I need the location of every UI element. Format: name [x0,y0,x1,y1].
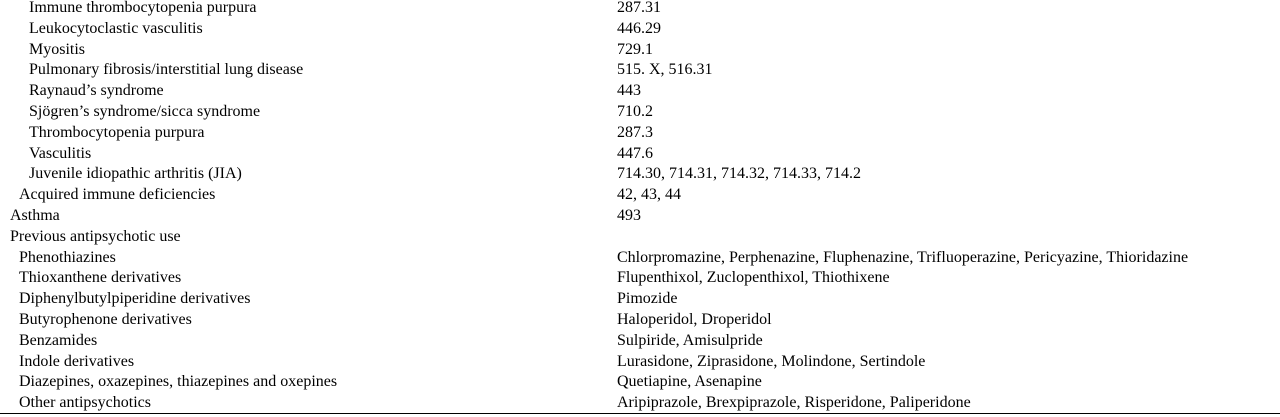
row-label: Phenothiazines [19,248,116,266]
row-label: Thrombocytopenia purpura [29,123,205,141]
row-value: Pimozide [617,290,678,308]
row-label: Thioxanthene derivatives [19,269,182,287]
row-value: 446.29 [617,19,661,37]
table-row [0,310,1280,331]
row-label: Other antipsychotics [19,394,151,412]
row-label: Myositis [29,40,86,58]
row-value: 443 [617,82,641,100]
table-row [0,372,1280,393]
row-label: Pulmonary fibrosis/interstitial lung disease [29,61,304,79]
row-value: Chlorpromazine, Perphenazine, Fluphenazine, Trifluoperazine, Pericyazine, Thioridazine [617,248,1189,266]
row-label: Sjögren’s syndrome/sicca syndrome [29,102,261,120]
row-value: Lurasidone, Ziprasidone, Molindone, Sertindole [617,352,926,370]
row-value: 493 [617,206,641,224]
row-value: Haloperidol, Droperidol [617,310,772,328]
table-row [0,0,1280,19]
row-label: Leukocytoclastic vasculitis [29,19,203,37]
row-value: 714.30, 714.31, 714.32, 714.33, 714.2 [617,165,861,183]
row-label: Previous antipsychotic use [10,227,181,245]
row-value: 287.31 [617,0,661,16]
table-row [0,352,1280,373]
row-value: 710.2 [617,102,653,120]
row-value: Sulpiride, Amisulpride [617,331,763,349]
table-row [0,248,1280,269]
row-label: Raynaud’s syndrome [29,82,164,100]
row-value: 447.6 [617,144,653,162]
row-label: Benzamides [19,331,98,349]
table-bottom-rule [0,413,1280,414]
row-value: 42, 43, 44 [617,186,681,204]
table-row [0,81,1280,102]
table-row [0,144,1280,165]
row-value: Aripiprazole, Brexpiprazole, Risperidone, Paliperidone [617,394,971,412]
row-label: Juvenile idiopathic arthritis (JIA) [29,165,242,183]
table-row [0,393,1280,414]
table-row [0,206,1280,227]
table-row [0,164,1280,185]
row-label: Butyrophenone derivatives [19,310,192,328]
table-row [0,19,1280,40]
row-value: 729.1 [617,40,653,58]
table-row [0,289,1280,310]
table-row [0,123,1280,144]
row-value: Flupenthixol, Zuclopenthixol, Thiothixene [617,269,890,287]
row-label: Vasculitis [29,144,92,162]
row-label: Diphenylbutylpiperidine derivatives [19,290,251,308]
row-label: Immune thrombocytopenia purpura [29,0,257,16]
row-label: Acquired immune deficiencies [19,186,216,204]
table-row [0,60,1280,81]
row-value: Quetiapine, Asenapine [617,373,762,391]
table-row [0,227,1280,248]
table-row [0,268,1280,289]
row-label: Diazepines, oxazepines, thiazepines and oxepines [19,373,338,391]
row-value: 287.3 [617,123,653,141]
row-label: Asthma [10,206,60,224]
table-row [0,40,1280,61]
table-row [0,331,1280,352]
table-row [0,185,1280,206]
row-label: Indole derivatives [19,352,135,370]
row-value: 515. X, 516.31 [617,61,713,79]
table-row [0,102,1280,123]
